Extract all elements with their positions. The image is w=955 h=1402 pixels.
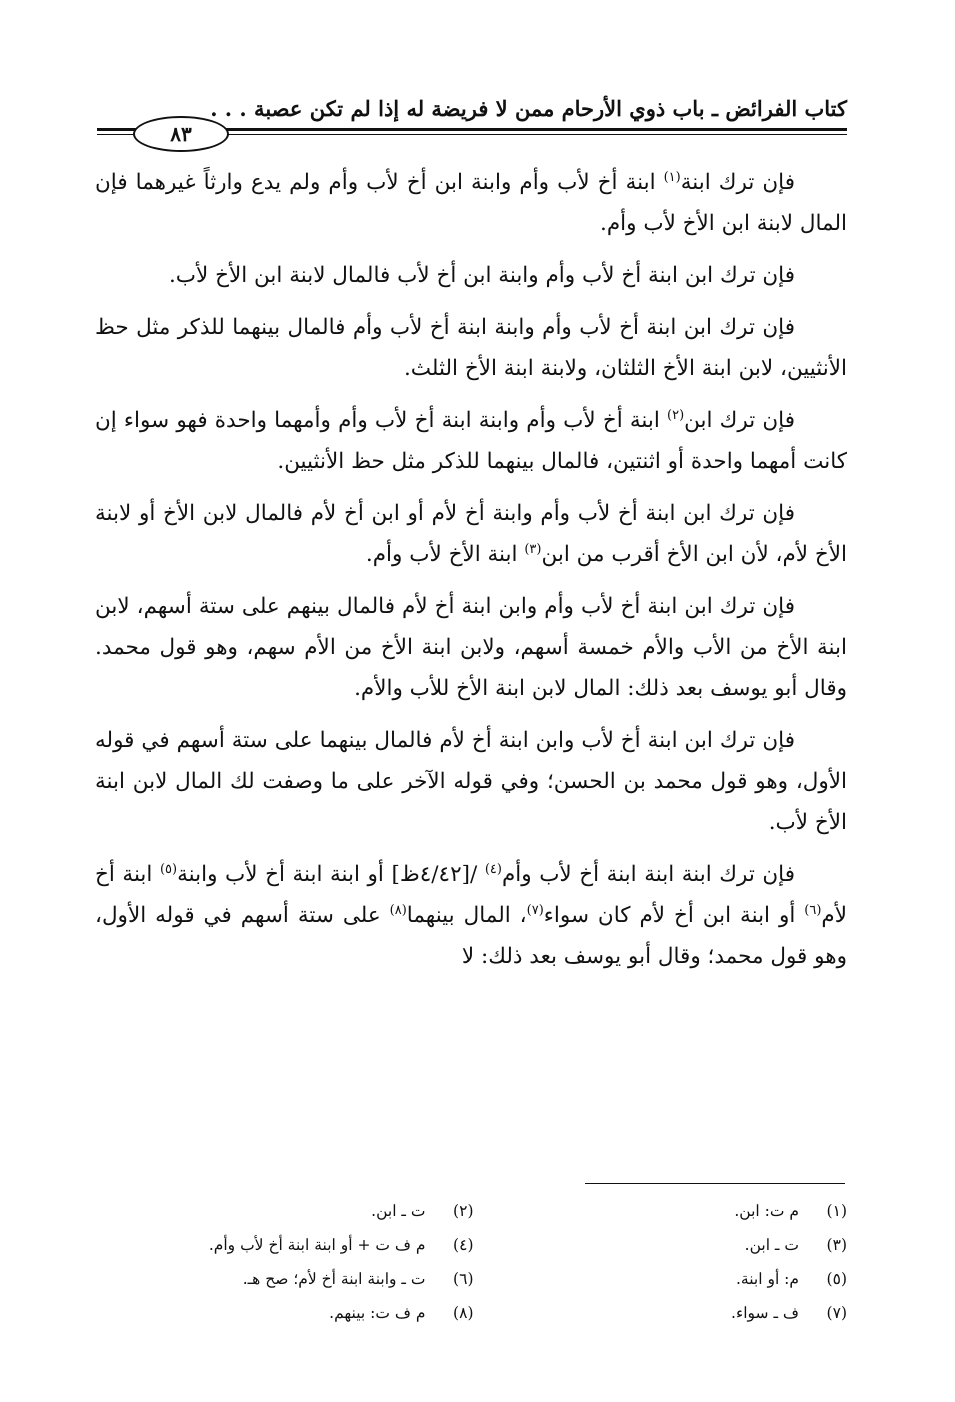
footnote-5: (٥) م: أو ابنة.	[736, 1270, 847, 1288]
footnote-ref: (٢)	[667, 407, 685, 423]
footnote-ref: (١)	[663, 169, 681, 185]
footnote-separator	[585, 1183, 845, 1184]
paragraph-1: فإن ترك ابنة$^{(١)}$ ابنة أخ لأب وأم وابنة ابن أخ لأب وأم ولم يدع وارثاً غيرهما فإن المال لابنة ابن الأخ لأب وأم.	[95, 169, 847, 236]
paragraph-6: فإن ترك ابن ابنة أخ لأب وأم وابن ابنة أخ لأم فالمال بينهم على ستة أسهم، لابن ابنة الأخ من الأب والأم خمسة أسهم، ولابن ابنة الأخ من الأم سهم، وهو قول محمد. وقال أبو يوسف بعد ذلك: المال لابن ابنة الأخ للأب والأم.	[95, 594, 847, 701]
footnote-row	[100, 1262, 847, 1296]
paragraph-7: فإن ترك ابن ابنة أخ لأب وابن ابنة أخ لأم فالمال بينهما على ستة أسهم في قوله الأول، وهو قول محمد بن الحسن؛ وفي قوله الآخر على ما وصفت لك المال لابن ابنة الأخ لأب.	[95, 728, 847, 835]
footnote-6: (٦) ت ـ وابنة ابنة أخ لأم؛ صح هـ.	[242, 1270, 474, 1288]
footnotes	[100, 1194, 847, 1330]
page-number-badge	[133, 116, 229, 152]
paragraph-8: فإن ترك ابنة ابنة ابنة أخ لأب وأم$^{(٤)}$ /[٤/٤٢ظ] أو ابنة ابنة أخ لأب وابنة$^{(٥)}$ ابنة أخ لأم$^{(٦)}$ أو ابنة ابن أخ لأم كان سواء$^{(٧)}$، المال بينهما$^{(٨)}$ على ستة أسهم في قوله الأول، وهو قول محمد؛ وقال أبو يوسف بعد ذلك: لا	[95, 861, 847, 969]
footnote-ref: (٦)	[804, 902, 822, 918]
page-number: ٨٣	[170, 122, 192, 146]
footnote-row	[100, 1228, 847, 1262]
footnote-row	[100, 1194, 847, 1228]
footnote-ref: (٣)	[524, 541, 542, 557]
footnote-7: (٧) ف ـ سواء.	[731, 1304, 847, 1322]
footnote-ref: (٧)	[526, 902, 544, 918]
paragraph-4: فإن ترك ابن$^{(٢)}$ ابنة أخ لأب وأم وابنة ابنة أخ لأب وأم وأمهما واحدة فهو سواء إن كانت أمهما واحدة أو اثنتين، فالمال بينهما للذكر مثل حظ الأنثيين.	[95, 407, 847, 474]
paragraph-2: فإن ترك ابن ابنة أخ لأب وأم وابنة ابن أخ لأب فالمال لابنة ابن الأخ لأب.	[168, 263, 795, 288]
running-header-title: كتاب الفرائض ـ باب ذوي الأرحام ممن لا فريضة له إذا لم تكن عصبة . . .	[210, 96, 847, 121]
footnote-row	[100, 1296, 847, 1330]
footnote-8: (٨) م ف ت: بينهم.	[329, 1304, 474, 1322]
paragraph-3: فإن ترك ابن ابنة أخ لأب وأم وابنة ابنة أخ لأب وأم فالمال بينهما للذكر مثل حظ الأنثيين، لابن ابنة الأخ الثلثان، ولابنة ابنة الأخ الثلث.	[95, 315, 847, 381]
footnote-ref: (٥)	[159, 861, 178, 877]
paragraph-5: فإن ترك ابن ابنة أخ لأب وأم وابنة أخ لأم أو ابن أخ لأم فالمال لابن الأخ أو لابنة الأخ لأم، لأن ابن الأخ أقرب من ابن$^{(٣)}$ ابنة الأخ لأب وأم.	[95, 501, 847, 567]
footnote-ref: (٨)	[389, 902, 407, 918]
footnote-2: (٢) ت ـ ابن.	[371, 1202, 474, 1220]
footnote-3: (٣) ت ـ ابن.	[744, 1236, 847, 1254]
footnote-1: (١) م ت: ابن.	[734, 1202, 847, 1220]
footnote-ref: (٤)	[484, 861, 502, 877]
footnote-4: (٤) م ف ت + أو ابنة ابنة أخ لأب وأم.	[208, 1236, 474, 1254]
main-text	[95, 162, 847, 988]
